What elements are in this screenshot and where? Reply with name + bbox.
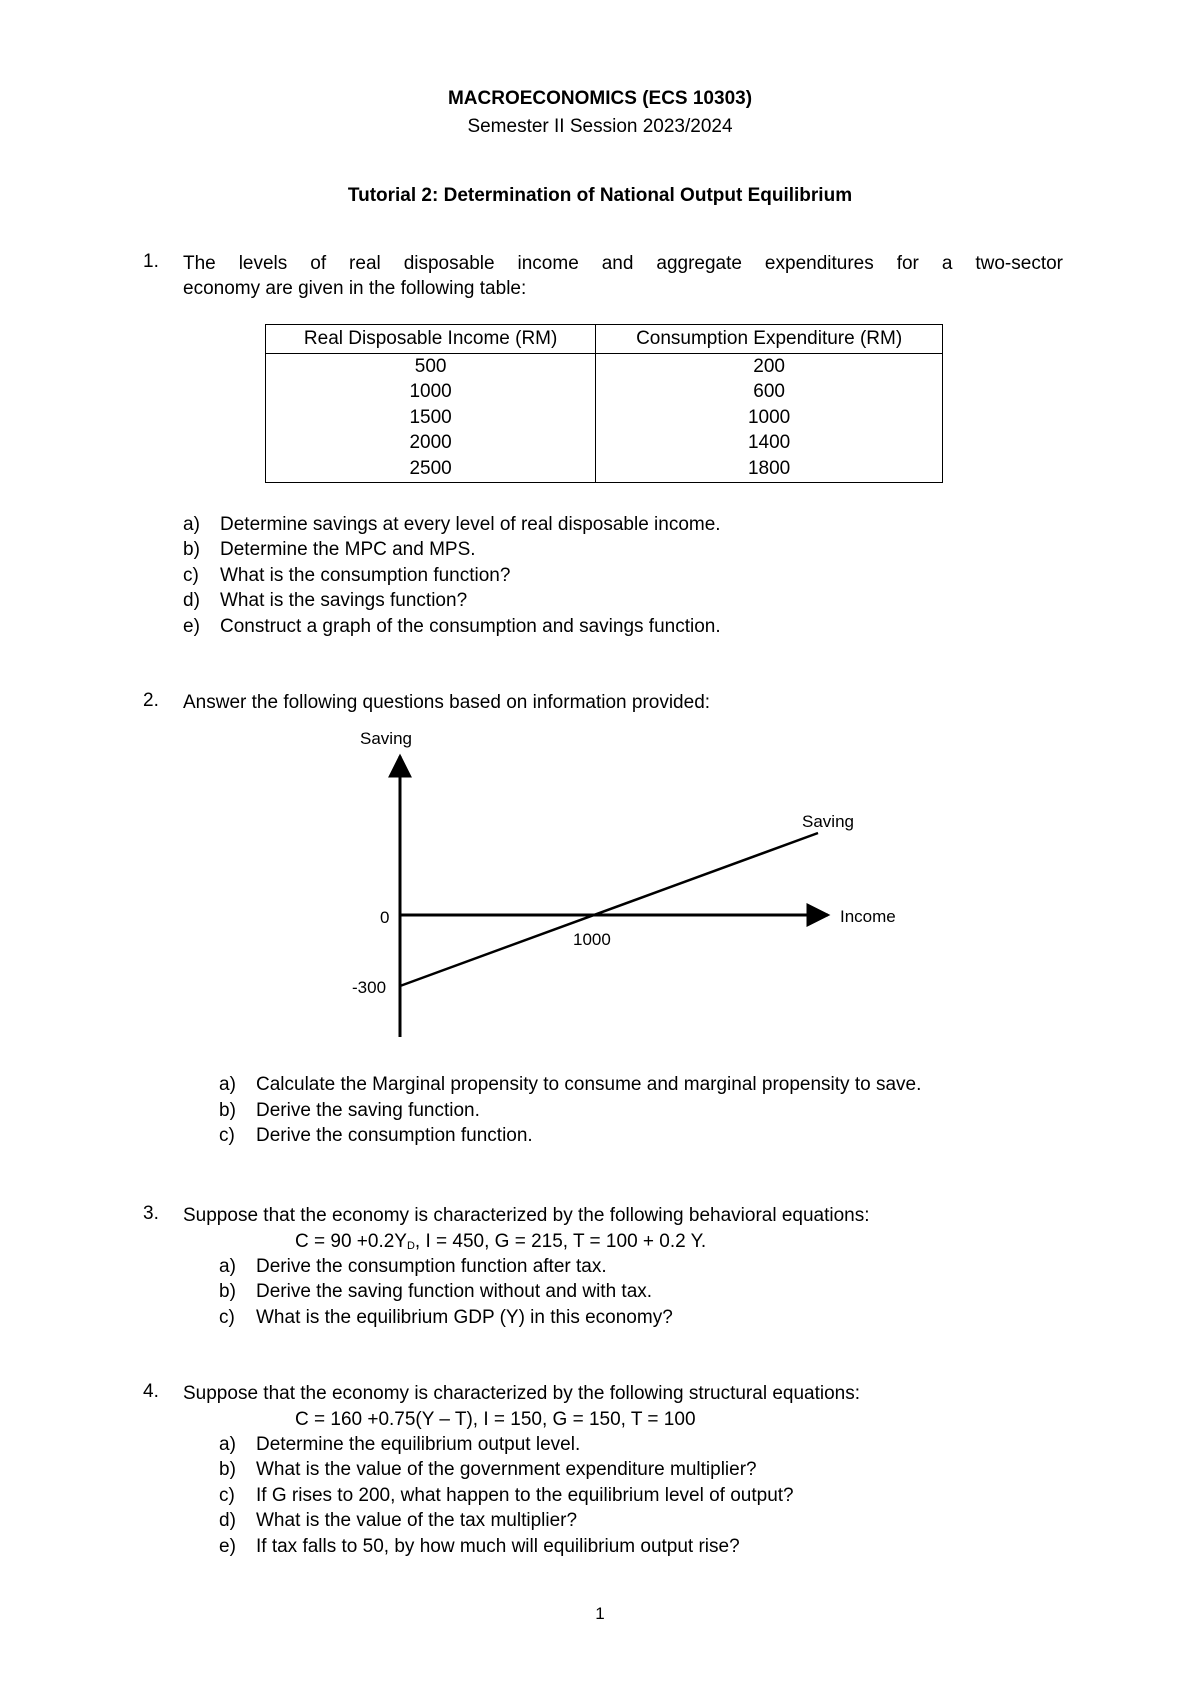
page-number: 1 [595,1604,605,1623]
session-label: Semester II Session 2023/2024 [467,116,733,137]
sub-question-label: c) [183,565,199,586]
table-cell: 500 [266,354,596,380]
sub-question-label: a) [219,1434,236,1455]
sub-question [219,1508,577,1534]
intercept-label: -300 [352,978,387,997]
table-cell: 2000 [266,431,596,457]
question-text-continued: economy are given in the following table: [183,278,527,299]
sub-question [219,1123,533,1149]
sub-question-text: Derive the consumption function. [256,1125,533,1146]
table-cell: 1800 [596,456,943,482]
break-even-label: 1000 [573,930,611,949]
table-cell: 1000 [596,405,943,431]
sub-question [219,1534,740,1560]
equation-subscript: D [406,1240,415,1252]
question-number: 4. [143,1381,159,1402]
sub-question [219,1432,580,1458]
sub-question-label: c) [219,1485,235,1506]
sub-question-text: Determine savings at every level of real disposable income. [220,514,721,535]
structural-equations: C = 160 +0.75(Y – T), I = 150, G = 150, T = 100 [295,1409,696,1430]
sub-question-text: What is the value of the government expenditure multiplier? [256,1459,757,1480]
sub-question-label: c) [219,1125,235,1146]
equation-part: C = 90 +0.2Y [295,1231,407,1252]
sub-question [219,1072,921,1098]
table-cell: 1500 [266,405,596,431]
question-text: Suppose that the economy is characterized by the following structural equations: [183,1383,860,1404]
question-number: 2. [143,690,159,711]
sub-question [219,1483,794,1509]
sub-question-text: If tax falls to 50, by how much will equilibrium output rise? [256,1536,740,1557]
sub-question-label: a) [219,1256,236,1277]
saving-line-label: Saving [802,812,854,831]
sub-question-text: If G rises to 200, what happen to the equilibrium level of output? [256,1485,794,1506]
sub-question-text: Derive the saving function. [256,1100,480,1121]
table-cell: 2500 [266,456,596,482]
sub-question-text: Construct a graph of the consumption and savings function. [220,616,721,637]
question-text: Answer the following questions based on information provided: [183,692,711,713]
question-number: 1. [143,251,159,272]
sub-question-text: Determine the equilibrium output level. [256,1434,581,1455]
sub-question-text: What is the equilibrium GDP (Y) in this economy? [256,1307,673,1328]
sub-question [219,1254,607,1280]
column-header: Real Disposable Income (RM) [266,325,596,354]
x-axis-label: Income [840,907,896,926]
sub-question-label: d) [183,590,200,611]
sub-question-text: What is the consumption function? [220,565,511,586]
table-cell: 600 [596,380,943,406]
saving-line [400,833,818,986]
origin-label: 0 [380,908,390,927]
sub-question-text: What is the savings function? [220,590,468,611]
sub-question-label: e) [183,616,200,637]
question-number: 3. [143,1203,159,1224]
sub-question [219,1305,673,1331]
question-text: Suppose that the economy is characterized by the following behavioral equations: [183,1205,870,1226]
equation-part: , I = 450, G = 215, T = 100 + 0.2 Y. [414,1231,707,1252]
sub-question-label: b) [219,1459,236,1480]
sub-question-text: Determine the MPC and MPS. [220,539,476,560]
sub-question-label: a) [219,1074,236,1095]
sub-question-label: b) [183,539,200,560]
sub-question-label: b) [219,1100,236,1121]
sub-question-text: Derive the consumption function after tax. [256,1256,607,1277]
course-title: MACROECONOMICS (ECS 10303) [447,88,753,109]
sub-question [219,1098,480,1124]
sub-question-text: Calculate the Marginal propensity to consume and marginal propensity to save. [256,1074,922,1095]
table-cell: 1000 [266,380,596,406]
sub-question-label: e) [219,1536,236,1557]
question-text: The levels of real disposable income and aggregate expenditures for a two-sector [183,253,1063,274]
sub-question-label: a) [183,514,200,535]
sub-question-text: Derive the saving function without and with tax. [256,1281,653,1302]
sub-question-label: d) [219,1510,236,1531]
sub-question [219,1457,757,1483]
sub-question-text: What is the value of the tax multiplier? [256,1510,578,1531]
table-cell: 200 [596,354,943,380]
sub-question [219,1279,652,1305]
sub-question-label: c) [219,1307,235,1328]
table-cell: 1400 [596,431,943,457]
column-header: Consumption Expenditure (RM) [596,325,943,354]
tutorial-title: Tutorial 2: Determination of National Output Equilibrium [347,185,853,206]
y-axis-label: Saving [360,729,412,748]
sub-question-label: b) [219,1281,236,1302]
